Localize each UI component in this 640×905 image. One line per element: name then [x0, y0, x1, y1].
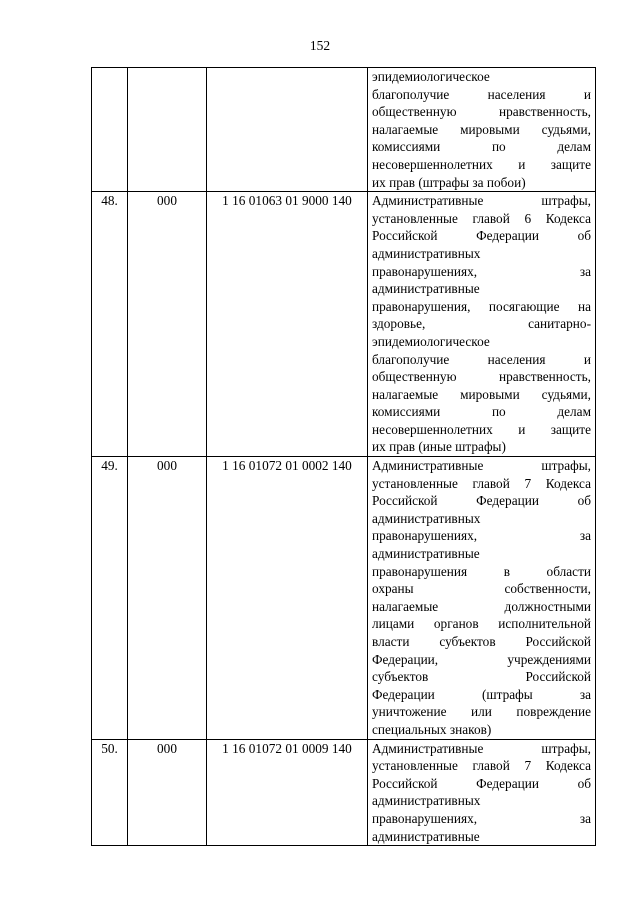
- description-line: комиссиями по делам: [372, 139, 591, 155]
- kbk-code-cell: 1 16 01072 01 0002 140: [207, 457, 368, 740]
- description-line: их прав (иные штрафы): [372, 439, 506, 455]
- row-number-cell: 50.: [92, 739, 128, 846]
- description-line: эпидемиологическое: [372, 69, 490, 84]
- kbk-code-cell: [207, 68, 368, 192]
- description-line: налагаемые мировыми судьями,: [372, 121, 591, 137]
- description-line: налагаемые мировыми судьями,: [372, 386, 591, 402]
- description-line: административных: [372, 793, 481, 809]
- description-line: Административные штрафы,: [372, 740, 591, 756]
- description-line: уничтожение или повреждение: [372, 704, 591, 720]
- description-line: административных: [372, 245, 481, 261]
- description-line: правонарушения в области: [372, 563, 591, 579]
- description-line: правонарушениях, за: [372, 263, 591, 279]
- description-cell: [368, 457, 596, 740]
- description-line: Административные штрафы,: [372, 458, 591, 474]
- description-line: административных: [372, 510, 481, 526]
- description-line: несовершеннолетних и защите: [372, 421, 591, 437]
- description-line: установленные главой 7 Кодекса: [372, 475, 591, 491]
- description-line: правонарушения, посягающие на: [372, 298, 591, 314]
- admin-code-cell: 000: [128, 457, 207, 740]
- description-line: благополучие населения и: [372, 86, 591, 102]
- description-line: власти субъектов Российской: [372, 634, 591, 649]
- description-line: административные: [372, 546, 480, 562]
- description-line: установленные главой 7 Кодекса: [372, 758, 591, 774]
- row-number-cell: 48.: [92, 192, 128, 457]
- description-line: Российской Федерации об: [372, 228, 591, 244]
- description-line: Федерации, учреждениями: [372, 651, 591, 667]
- description-line: их прав (штрафы за побои): [372, 174, 526, 190]
- description-line: Российской Федерации об: [372, 493, 591, 509]
- description-line: налагаемые должностными: [372, 598, 591, 614]
- admin-code-cell: 000: [128, 739, 207, 846]
- kbk-code-cell: 1 16 01063 01 9000 140: [207, 192, 368, 457]
- description-line: комиссиями по делам: [372, 404, 591, 420]
- table-row: [92, 457, 596, 740]
- description-line: несовершеннолетних и защите: [372, 156, 591, 172]
- budget-classification-table: [91, 67, 596, 846]
- row-number-cell: 49.: [92, 457, 128, 740]
- description-line: административные: [372, 828, 480, 844]
- kbk-code-cell: 1 16 01072 01 0009 140: [207, 739, 368, 846]
- admin-code-cell: 000: [128, 192, 207, 457]
- admin-code-cell: [128, 68, 207, 192]
- description-line: специальных знаков): [372, 721, 492, 737]
- description-line: общественную нравственность,: [372, 104, 591, 120]
- description-line: административные: [372, 281, 480, 297]
- description-line: охраны собственности,: [372, 581, 591, 597]
- description-line: субъектов Российской: [372, 669, 591, 685]
- table-row: [92, 192, 596, 457]
- table-row: [92, 68, 596, 192]
- description-cell: [368, 68, 596, 192]
- description-line: общественную нравственность,: [372, 369, 591, 385]
- description-cell: [368, 739, 596, 846]
- row-number-cell: [92, 68, 128, 192]
- description-cell: [368, 192, 596, 457]
- description-line: Федерации (штрафы за: [372, 686, 591, 702]
- description-line: установленные главой 6 Кодекса: [372, 210, 591, 226]
- description-line: Российской Федерации об: [372, 775, 591, 791]
- description-line: правонарушениях, за: [372, 528, 591, 544]
- table-row: [92, 739, 596, 846]
- description-line: здоровье, санитарно-: [372, 316, 591, 332]
- description-line: Административные штрафы,: [372, 193, 591, 209]
- description-line: правонарушениях, за: [372, 810, 591, 826]
- description-line: лицами органов исполнительной: [372, 616, 591, 632]
- description-line: эпидемиологическое: [372, 333, 490, 349]
- description-line: благополучие населения и: [372, 351, 591, 367]
- page-number: 152: [309, 38, 331, 53]
